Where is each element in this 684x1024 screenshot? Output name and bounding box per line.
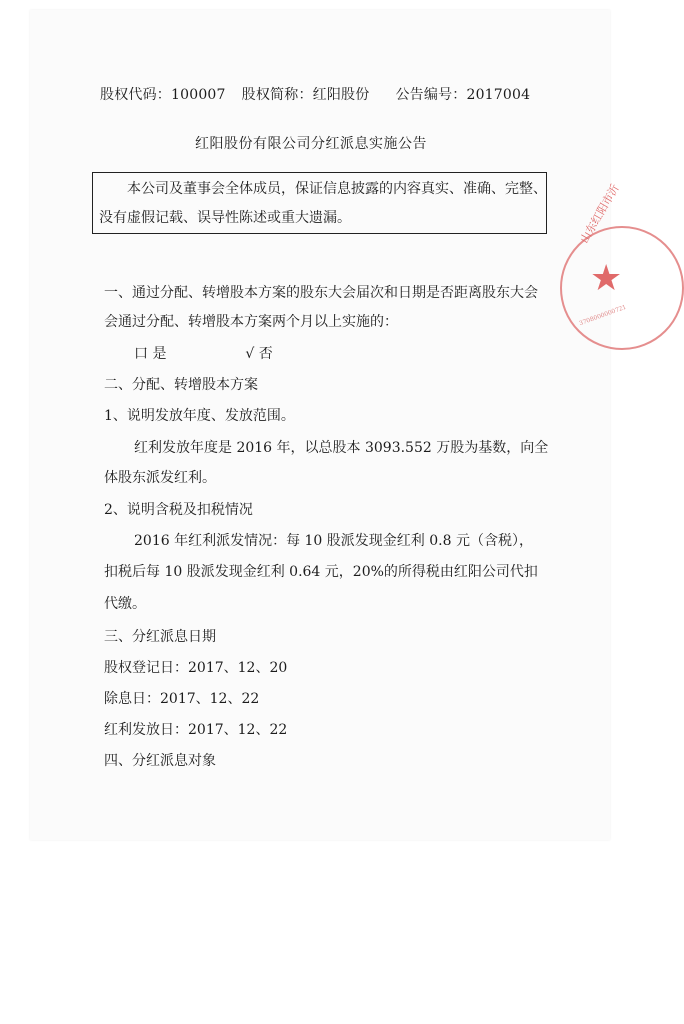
ex-dividend-date: 除息日：2017、12、22 [104, 691, 260, 707]
equity-short-name: 股权简称：红阳股份 [241, 87, 370, 103]
section1-line2: 会通过分配、转增股本方案两个月以上实施的： [104, 314, 398, 330]
record-date: 股权登记日：2017、12、20 [104, 660, 288, 676]
option-no: √ 否 [245, 346, 273, 362]
payment-date: 红利发放日：2017、12、22 [104, 722, 288, 738]
section2-item1-line1: 红利发放年度是 2016 年，以总股本 3093.552 万股为基数，向全 [134, 440, 549, 456]
document-title: 红阳股份有限公司分红派息实施公告 [195, 136, 427, 152]
option-yes: 口 是 [134, 346, 167, 362]
notice-line-1: 本公司及董事会全体成员，保证信息披露的内容真实、准确、完整、 [127, 181, 547, 197]
section1-options [134, 343, 273, 363]
disclosure-notice-box [92, 172, 547, 234]
equity-code: 股权代码：100007 [100, 87, 226, 103]
section4-heading: 四、分红派息对象 [104, 753, 216, 769]
section2-item2-line2: 扣税后每 10 股派发现金红利 0.64 元，20%的所得税由红阳公司代扣 [104, 564, 538, 580]
section2-item1-title: 1、说明发放年度、发放范围。 [104, 408, 295, 424]
section3-heading: 三、分红派息日期 [104, 629, 216, 645]
seal-star-icon: ★ [590, 258, 623, 299]
section2-item2-line3: 代缴。 [104, 596, 146, 612]
section2-heading: 二、分配、转增股本方案 [104, 377, 258, 393]
seal-text: 山东红阳市沂 [577, 181, 622, 246]
section2-item2-title: 2、说明含税及扣税情况 [104, 502, 253, 518]
notice-line-2: 没有虚假记载、误导性陈述或重大遗漏。 [99, 210, 351, 226]
section2-item2-line1: 2016 年红利派发情况：每 10 股派发现金红利 0.8 元（含税）， [134, 533, 533, 549]
section1-line1: 一、通过分配、转增股本方案的股东大会届次和日期是否距离股东大会 [104, 285, 538, 301]
section2-item1-line2: 体股东派发红利。 [104, 470, 216, 486]
document-header [100, 84, 530, 104]
notice-number: 公告编号：2017004 [395, 87, 531, 103]
seal-number: 3708000000721 [578, 303, 628, 328]
